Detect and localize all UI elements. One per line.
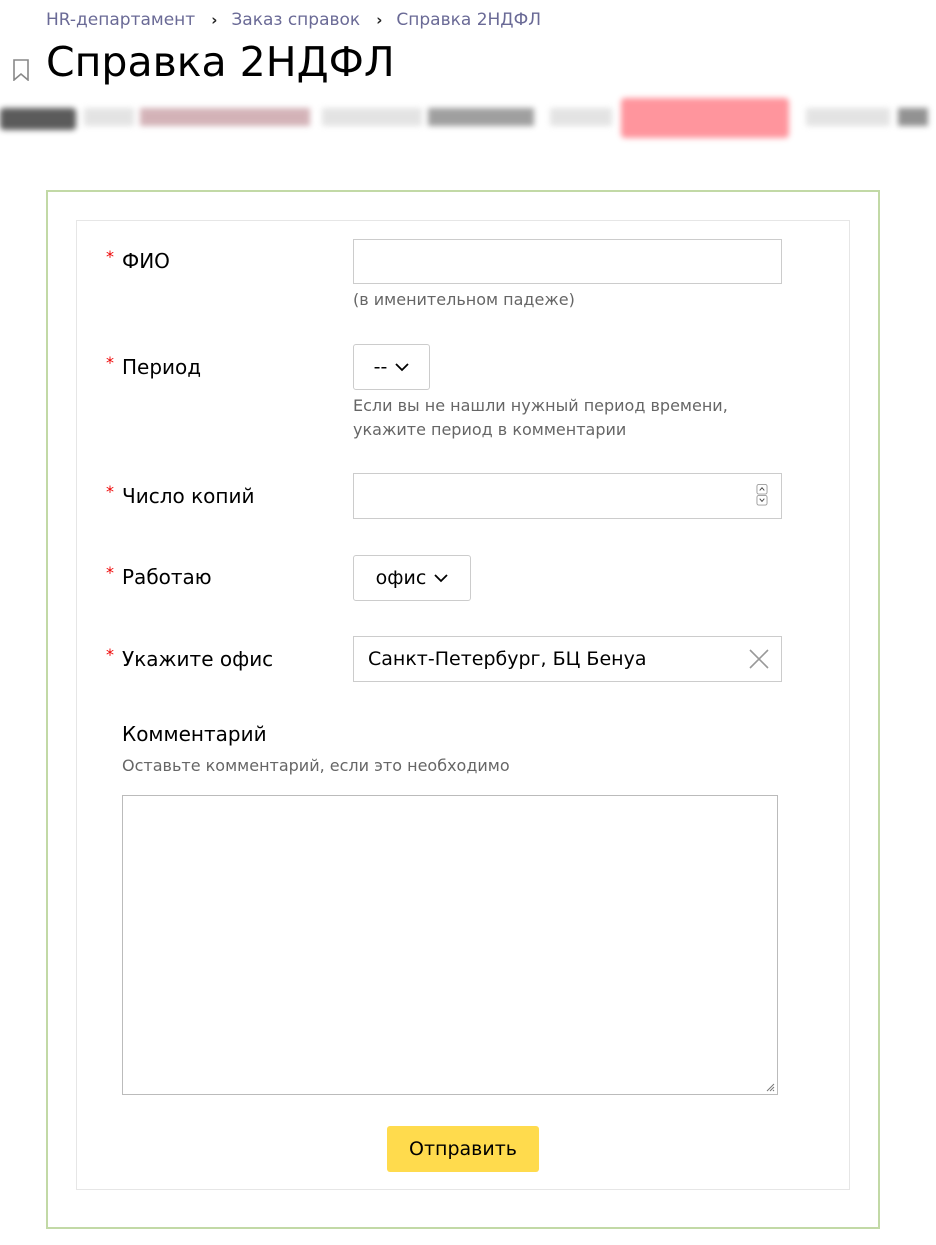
period-label: Период bbox=[122, 355, 202, 379]
submit-button[interactable]: Отправить bbox=[387, 1126, 539, 1172]
fio-input[interactable] bbox=[353, 239, 782, 284]
required-mark: * bbox=[106, 645, 114, 664]
period-hint-line2: укажите период в комментарии bbox=[353, 420, 627, 439]
copies-label: Число копий bbox=[122, 484, 255, 508]
page-title: Справка 2НДФЛ bbox=[46, 38, 395, 86]
required-mark: * bbox=[106, 482, 114, 501]
period-hint-line1: Если вы не нашли нужный период времени, bbox=[353, 396, 728, 415]
comment-textarea[interactable] bbox=[122, 795, 778, 1095]
office-input[interactable] bbox=[353, 636, 782, 682]
fio-hint: (в именительном падеже) bbox=[353, 290, 575, 309]
breadcrumb bbox=[46, 10, 541, 30]
required-mark: * bbox=[106, 247, 114, 266]
meta-chip bbox=[0, 108, 76, 130]
spinner-icon[interactable] bbox=[756, 484, 768, 506]
chevron-down-icon bbox=[434, 574, 448, 583]
required-mark: * bbox=[106, 563, 114, 582]
period-select[interactable] bbox=[353, 344, 430, 390]
bookmark-icon[interactable] bbox=[12, 59, 30, 85]
chevron-right-icon: › bbox=[211, 11, 218, 29]
period-select-value: -- bbox=[373, 356, 388, 378]
breadcrumb-2ndfl[interactable]: Справка 2НДФЛ bbox=[396, 10, 541, 30]
fio-label: ФИО bbox=[122, 249, 170, 273]
chevron-down-icon bbox=[395, 363, 409, 372]
office-field bbox=[353, 636, 782, 682]
breadcrumb-hr-department[interactable]: HR-департамент bbox=[46, 10, 196, 30]
work-select[interactable] bbox=[353, 555, 471, 601]
required-mark: * bbox=[106, 353, 114, 372]
chevron-right-icon: › bbox=[376, 11, 383, 29]
comment-title: Комментарий bbox=[122, 722, 267, 746]
comment-hint: Оставьте комментарий, если это необходимо bbox=[122, 756, 510, 775]
close-icon[interactable] bbox=[748, 648, 770, 670]
office-label: Укажите офис bbox=[122, 647, 274, 671]
work-select-value: офис bbox=[375, 567, 427, 589]
copies-field bbox=[353, 473, 782, 519]
meta-red-chip bbox=[621, 98, 789, 138]
work-label: Работаю bbox=[122, 565, 212, 589]
page-meta-bar-redacted bbox=[0, 96, 936, 140]
breadcrumb-order-certificates[interactable]: Заказ справок bbox=[231, 10, 361, 30]
copies-input[interactable] bbox=[353, 473, 782, 519]
resize-grip-icon[interactable] bbox=[765, 1082, 775, 1092]
